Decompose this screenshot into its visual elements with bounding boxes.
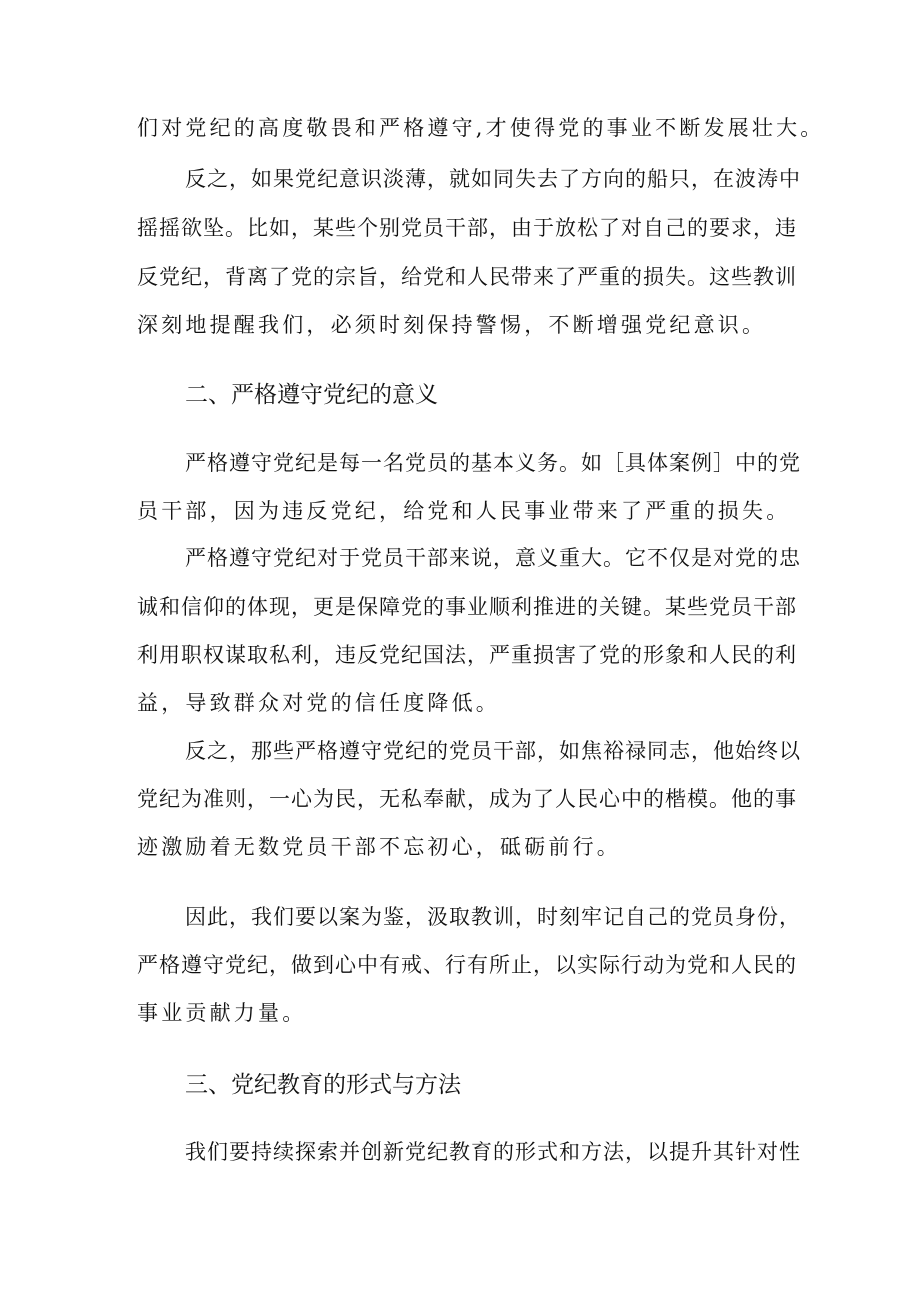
text-line: 诚和信仰的体现，更是保障党的事业顺利推进的关键。某些党员干部 bbox=[137, 595, 797, 619]
text-line: 我们要持续探索并创新党纪教育的形式和方法，以提升其针对性 bbox=[185, 1140, 801, 1164]
text-line: 深刻地提醒我们，必须时刻保持警惕，不断增强党纪意识。 bbox=[137, 313, 767, 337]
text-line: 员干部，因为违反党纪，给党和人民事业带来了严重的损失。 bbox=[137, 499, 791, 523]
text-line: 严格遵守党纪是每一名党员的基本义务。如［具体案例］中的党 bbox=[185, 451, 801, 475]
text-line: 反之，那些严格遵守党纪的党员干部，如焦裕禄同志，他始终以 bbox=[185, 739, 801, 763]
text-line: 反之，如果党纪意识淡薄，就如同失去了方向的船只，在波涛中 bbox=[185, 167, 801, 191]
text-line: 党纪为准则，一心为民，无私奉献，成为了人民心中的楷模。他的事 bbox=[137, 787, 797, 811]
text-line: 摇摇欲坠。比如，某些个别党员干部，由于放松了对自己的要求，违 bbox=[137, 216, 797, 240]
text-line: 们对党纪的高度敬畏和严格遵守,才使得党的事业不断发展壮大。 bbox=[137, 116, 825, 140]
text-line: 利用职权谋取私利，违反党纪国法，严重损害了党的形象和人民的利 bbox=[137, 643, 797, 667]
text-line: 事业贡献力量。 bbox=[137, 1001, 307, 1025]
text-line: 因此，我们要以案为鉴，汲取教训，时刻牢记自己的党员身份， bbox=[185, 905, 801, 929]
text-line: 反党纪，背离了党的宗旨，给党和人民带来了严重的损失。这些教训 bbox=[137, 265, 797, 289]
section-heading: 二、严格遵守党纪的意义 bbox=[185, 382, 438, 408]
text-line: 迹激励着无数党员干部不忘初心，砥砺前行。 bbox=[137, 835, 621, 859]
text-line: 严格遵守党纪对于党员干部来说，意义重大。它不仅是对党的忠 bbox=[185, 546, 801, 570]
text-line: 益，导致群众对党的信任度降低。 bbox=[137, 691, 500, 715]
section-heading: 三、党纪教育的形式与方法 bbox=[185, 1072, 461, 1098]
text-line: 严格遵守党纪，做到心中有戒、行有所止，以实际行动为党和人民的 bbox=[137, 953, 797, 977]
